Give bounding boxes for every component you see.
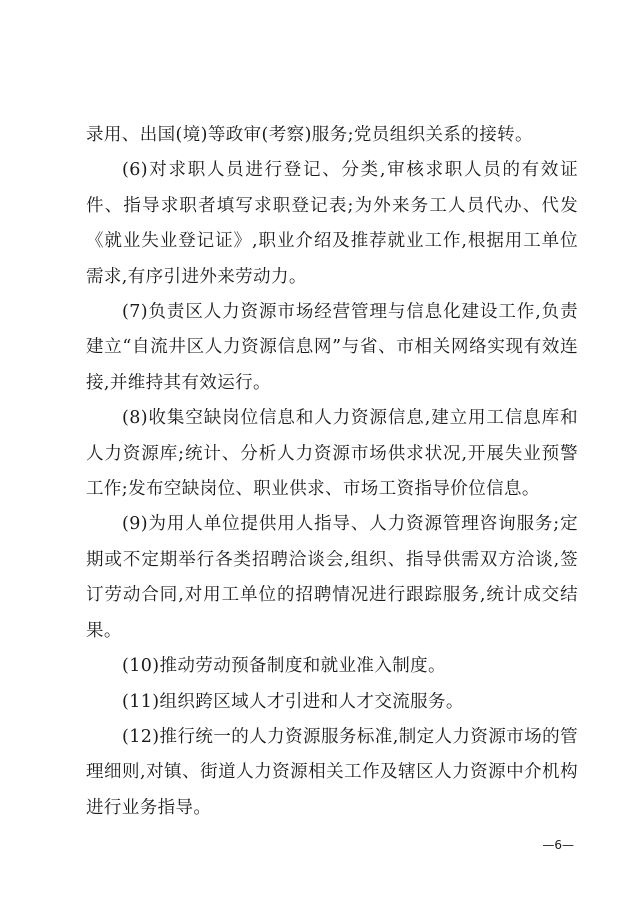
- paragraph-item-6: (6)对求职人员进行登记、分类,审核求职人员的有效证件、指导求职者填写求职登记表;为外来务工人员代办、代发《就业失业登记证》,职业介绍及推荐就业工作,根据用工单位需求,有序引进外来劳动力。: [86, 160, 578, 287]
- paragraph-item-10: (10)推动劳动预备制度和就业准入制度。: [122, 656, 446, 677]
- page-number: —6—: [542, 838, 574, 852]
- document-body: [86, 118, 578, 826]
- paragraph-item-7: (7)负责区人力资源市场经营管理与信息化建设工作,负责建立“自流井区人力资源信息网”与省、市相关网络实现有效连接,并维持其有效运行。: [86, 302, 578, 393]
- paragraph-continuation: 录用、出国(境)等政审(考察)服务;党员组织关系的接转。: [86, 125, 533, 145]
- paragraph-item-11: (11)组织跨区域人才引进和人才交流服务。: [122, 691, 464, 712]
- paragraph-item-9: (9)为用人单位提供用人指导、人力资源管理咨询服务;定期或不定期举行各类招聘洽谈会,组织、指导供需双方洽谈,签订劳动合同,对用工单位的招聘情况进行跟踪服务,统计成交结果。: [86, 514, 578, 641]
- paragraph-item-12: (12)推行统一的人力资源服务标准,制定人力资源市场的管理细则,对镇、街道人力资源相关工作及辖区人力资源中介机构进行业务指导。: [86, 726, 578, 818]
- paragraph-item-8: (8)收集空缺岗位信息和人力资源信息,建立用工信息库和人力资源库;统计、分析人力资源市场供求状况,开展失业预警工作;发布空缺岗位、职业供求、市场工资指导价位信息。: [86, 408, 578, 500]
